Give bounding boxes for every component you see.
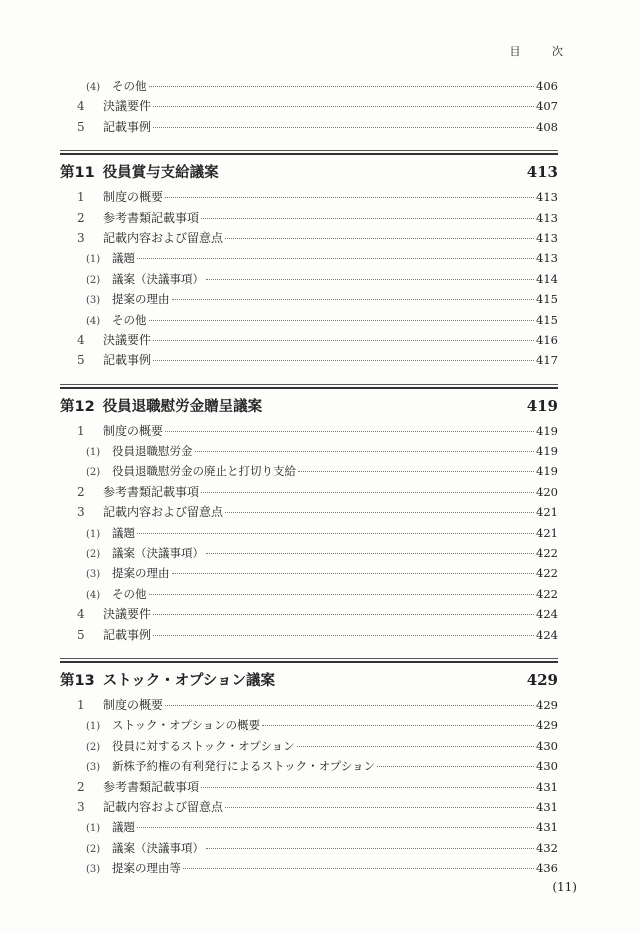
entry-page: 419 (536, 423, 558, 438)
entry-title: 提案の理由 (112, 566, 170, 581)
dot-leader (153, 127, 534, 128)
toc-entry[interactable] (60, 76, 558, 96)
entry-number: (2) (86, 843, 101, 855)
dot-leader (165, 705, 534, 706)
toc-entry[interactable] (60, 502, 558, 522)
entry-title: 提案の理由等 (112, 861, 181, 876)
toc-chapters (60, 150, 558, 878)
chapter-number: 第13 (60, 672, 95, 689)
chapter-heading-left (60, 160, 219, 186)
entry-number: 2 (77, 484, 85, 499)
entry-number: 4 (77, 99, 85, 114)
entry-page: 429 (536, 718, 558, 733)
toc-entry[interactable] (60, 756, 558, 776)
dot-leader (297, 746, 534, 747)
chapter-divider (60, 658, 558, 663)
dot-leader (206, 279, 534, 280)
entry-page: 419 (536, 444, 558, 459)
entry-number: 5 (77, 353, 85, 368)
chapter-page: 429 (526, 670, 558, 689)
chapter-divider (60, 150, 558, 155)
entry-page: 436 (536, 861, 558, 876)
chapter-heading-left (60, 668, 275, 694)
toc-entry[interactable] (60, 310, 558, 330)
entry-page: 413 (536, 230, 558, 245)
entry-title: 議題 (112, 525, 135, 540)
dot-leader (137, 258, 534, 259)
entry-title: 記載事例 (103, 119, 152, 134)
dot-leader (225, 238, 534, 239)
entry-title: 決議要件 (103, 332, 152, 347)
dot-leader (206, 553, 534, 554)
entry-number: (1) (86, 447, 101, 459)
entry-number: (4) (86, 315, 101, 327)
entry-page: 421 (536, 505, 558, 520)
entry-title: 記載内容および留意点 (103, 230, 224, 245)
dot-leader (262, 725, 534, 726)
entry-title: 記載内容および留意点 (103, 799, 224, 814)
entry-number: (4) (86, 82, 101, 93)
entry-page: 431 (536, 779, 558, 794)
entry-page: 413 (536, 210, 558, 225)
entry-number: (1) (86, 823, 101, 835)
dot-leader (172, 573, 535, 574)
toc-entry[interactable] (60, 441, 558, 461)
chapter-section (60, 384, 558, 645)
page-number: (11) (552, 880, 577, 894)
entry-number: (1) (86, 721, 101, 733)
toc-entry[interactable] (60, 797, 558, 817)
toc-entry[interactable] (60, 248, 558, 268)
dot-leader (153, 635, 534, 636)
entry-page: 408 (536, 119, 558, 134)
entry-page: 431 (536, 799, 558, 814)
toc-entry[interactable] (60, 208, 558, 228)
entry-number: (1) (86, 254, 101, 266)
dot-leader (153, 360, 534, 361)
dot-leader (183, 868, 534, 869)
toc-entry[interactable] (60, 736, 558, 756)
toc-entry[interactable] (60, 563, 558, 583)
toc-entry[interactable] (60, 228, 558, 248)
entry-number: 5 (77, 119, 85, 134)
dot-leader (165, 197, 534, 198)
entry-title: 記載内容および留意点 (103, 505, 224, 520)
entry-page: 414 (536, 271, 558, 286)
entry-title: 制度の概要 (103, 697, 164, 712)
entry-page: 413 (536, 251, 558, 266)
dot-leader (149, 320, 535, 321)
entry-title: ストック・オプションの概要 (112, 718, 261, 733)
entry-page: 424 (536, 607, 558, 622)
table-of-contents (60, 76, 558, 879)
entry-number: (3) (86, 295, 101, 307)
entry-title: その他 (112, 79, 147, 93)
entry-title: その他 (112, 312, 147, 327)
entry-title: 役員退職慰労金 (112, 444, 193, 459)
entry-page: 421 (536, 525, 558, 540)
toc-entry[interactable] (60, 715, 558, 735)
entry-page: 432 (536, 840, 558, 855)
toc-entry[interactable] (60, 777, 558, 797)
toc-entry[interactable] (60, 604, 558, 624)
chapter-heading[interactable] (60, 159, 558, 185)
chapter-page: 413 (526, 163, 558, 182)
entry-number: (1) (86, 528, 101, 540)
chapter-number: 第12 (60, 398, 95, 415)
dot-leader (153, 106, 534, 107)
entry-number: 2 (77, 210, 85, 225)
entry-page: 407 (536, 99, 558, 114)
dot-leader (153, 340, 534, 341)
dot-leader (153, 614, 534, 615)
entry-title: 参考書類記載事項 (103, 210, 200, 225)
toc-entry[interactable] (60, 584, 558, 604)
entry-number: 5 (77, 627, 85, 642)
entry-number: (2) (86, 549, 101, 561)
toc-entry[interactable] (60, 543, 558, 563)
dot-leader (201, 218, 534, 219)
chapter-heading-left (60, 394, 262, 420)
toc-entry[interactable] (60, 523, 558, 543)
entry-page: 422 (536, 586, 558, 601)
chapter-page: 419 (526, 396, 558, 415)
entry-title: 議案（決議事項） (112, 840, 204, 855)
entry-title: 記載事例 (103, 627, 152, 642)
chapter-section (60, 658, 558, 879)
entry-number: 4 (77, 607, 85, 622)
dot-leader (377, 766, 534, 767)
entry-number: (3) (86, 864, 101, 876)
toc-entry[interactable] (60, 482, 558, 502)
toc-entry[interactable] (60, 269, 558, 289)
chapter-title: ストック・オプション議案 (102, 672, 275, 689)
entry-title: 制度の概要 (103, 190, 164, 205)
entry-title: その他 (112, 586, 147, 601)
chapter-heading[interactable] (60, 393, 558, 419)
toc-entry[interactable] (60, 461, 558, 481)
entry-title: 議案（決議事項） (112, 546, 204, 561)
entry-page: 420 (536, 484, 558, 499)
chapter-number: 第11 (60, 165, 95, 182)
dot-leader (206, 848, 534, 849)
chapter-title: 役員賞与支給議案 (102, 165, 219, 182)
entry-page: 419 (536, 464, 558, 479)
entry-title: 決議要件 (103, 99, 152, 114)
chapter-divider (60, 384, 558, 389)
dot-leader (201, 492, 534, 493)
toc-entry[interactable] (60, 858, 558, 878)
entry-number: (2) (86, 741, 101, 753)
entry-page: 430 (536, 738, 558, 753)
dot-leader (137, 533, 534, 534)
toc-entry[interactable] (60, 350, 558, 370)
entry-title: 役員退職慰労金の廃止と打切り支給 (112, 464, 296, 479)
toc-entry[interactable] (60, 625, 558, 645)
toc-entry[interactable] (60, 421, 558, 441)
entry-page: 422 (536, 546, 558, 561)
entry-number: 3 (77, 230, 85, 245)
entry-page: 422 (536, 566, 558, 581)
entry-title: 決議要件 (103, 607, 152, 622)
toc-intro (60, 76, 558, 137)
chapter-title: 役員退職慰労金贈呈議案 (102, 398, 263, 415)
dot-leader (149, 594, 535, 595)
entry-number: 1 (77, 423, 85, 438)
entry-title: 記載事例 (103, 353, 152, 368)
entry-number: (2) (86, 274, 101, 286)
toc-entry[interactable] (60, 695, 558, 715)
entry-title: 議題 (112, 251, 135, 266)
dot-leader (225, 512, 534, 513)
entry-page: 431 (536, 820, 558, 835)
entry-number: 1 (77, 697, 85, 712)
entry-page: 416 (536, 332, 558, 347)
entry-number: 4 (77, 332, 85, 347)
entry-title: 新株予約権の有利発行によるストック・オプション (112, 759, 376, 774)
chapter-section (60, 150, 558, 371)
entry-title: 参考書類記載事項 (103, 484, 200, 499)
toc-entry[interactable] (60, 96, 558, 116)
toc-entry[interactable] (60, 330, 558, 350)
chapter-heading[interactable] (60, 667, 558, 693)
entry-page: 417 (536, 353, 558, 368)
entry-number: 1 (77, 190, 85, 205)
entry-page: 406 (536, 79, 558, 93)
entry-title: 制度の概要 (103, 423, 164, 438)
entry-number: (4) (86, 589, 101, 601)
toc-entry[interactable] (60, 187, 558, 207)
entry-title: 役員に対するストック・オプション (112, 738, 295, 753)
entry-page: 413 (536, 190, 558, 205)
dot-leader (298, 471, 534, 472)
toc-entry[interactable] (60, 838, 558, 858)
dot-leader (137, 827, 534, 828)
dot-leader (172, 299, 535, 300)
dot-leader (149, 86, 535, 87)
entry-number: (2) (86, 467, 101, 479)
dot-leader (225, 807, 534, 808)
entry-page: 424 (536, 627, 558, 642)
entry-title: 提案の理由 (112, 292, 170, 307)
entry-number: 2 (77, 779, 85, 794)
entry-number: (3) (86, 762, 101, 774)
entry-title: 議案（決議事項） (112, 271, 204, 286)
entry-title: 議題 (112, 820, 135, 835)
toc-entry[interactable] (60, 289, 558, 309)
entry-number: 3 (77, 799, 85, 814)
entry-page: 415 (536, 292, 558, 307)
running-head: 目 次 (509, 45, 577, 58)
entry-number: 3 (77, 505, 85, 520)
entry-number: (3) (86, 569, 101, 581)
entry-page: 415 (536, 312, 558, 327)
entry-page: 429 (536, 697, 558, 712)
entry-page: 430 (536, 759, 558, 774)
toc-entry[interactable] (60, 817, 558, 837)
toc-entry[interactable] (60, 117, 558, 137)
dot-leader (195, 451, 535, 452)
entry-title: 参考書類記載事項 (103, 779, 200, 794)
dot-leader (165, 431, 534, 432)
dot-leader (201, 787, 534, 788)
